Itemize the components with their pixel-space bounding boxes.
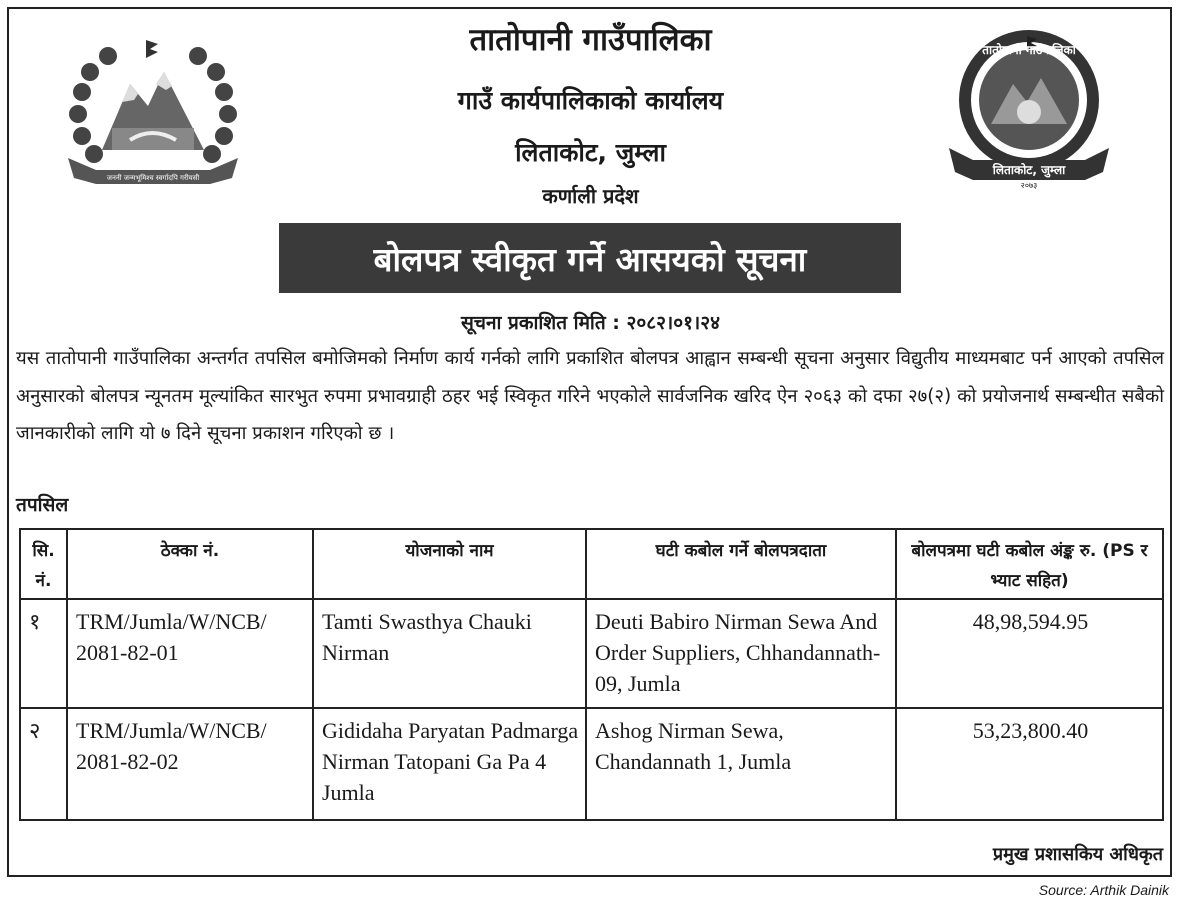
office-name: तातोपानी गाउँपालिका bbox=[469, 22, 712, 58]
cell-bidder: Deuti Babiro Nirman Sewa And Order Suppliers, Chhandannath- 09, Jumla bbox=[586, 599, 896, 708]
notice-title: बोलपत्र स्वीकृत गर्ने आसयको सूचना bbox=[373, 239, 807, 279]
col-header-bidder: घटी कबोल गर्ने बोलपत्रदाता bbox=[586, 529, 896, 599]
table-header-row bbox=[20, 529, 1163, 599]
signatory-title: प्रमुख प्रशासकिय अधिकृत bbox=[992, 844, 1163, 865]
cell-contract-no: TRM/Jumla/W/NCB/ 2081-82-02 bbox=[67, 708, 313, 820]
published-date: सूचना प्रकाशित मिति : २०८२।०१।२४ bbox=[461, 312, 720, 334]
col-header-sn: सि. नं. bbox=[20, 529, 67, 599]
source-credit: Source: Arthik Dainik bbox=[1038, 882, 1169, 898]
table-row bbox=[20, 708, 1163, 820]
col-header-contract-no: ठेक्का नं. bbox=[67, 529, 313, 599]
cell-project-name: Tamti Swasthya Chauki Nirman bbox=[313, 599, 586, 708]
emblem-right-ring-text: तातोपानी गाउँपालिका bbox=[982, 43, 1076, 57]
schedule-label: तपसिल bbox=[16, 494, 69, 516]
col-header-project-name: योजनाको नाम bbox=[313, 529, 586, 599]
notice-title-banner bbox=[279, 223, 901, 293]
cell-sn: १ bbox=[20, 599, 67, 708]
province-name: कर्णाली प्रदेश bbox=[542, 184, 639, 208]
emblem-left-motto: जननी जन्मभूमिश्च स्वर्गादपि गरीयसी bbox=[106, 174, 200, 182]
cell-amount: 53,23,800.40 bbox=[896, 708, 1163, 820]
bid-schedule-table bbox=[19, 528, 1164, 821]
office-subtitle: गाउँ कार्यपालिकाको कार्यालय bbox=[457, 86, 724, 115]
cell-contract-no: TRM/Jumla/W/NCB/ 2081-82-01 bbox=[67, 599, 313, 708]
table-row bbox=[20, 599, 1163, 708]
office-location: लिताकोट, जुम्ला bbox=[515, 138, 666, 167]
emblem-right-year: २०७३ bbox=[1020, 181, 1038, 190]
col-header-amount: बोलपत्रमा घटी कबोल अंङ्क रु. (PS र भ्याट सहित) bbox=[896, 529, 1163, 599]
cell-bidder: Ashog Nirman Sewa, Chandannath 1, Jumla bbox=[586, 708, 896, 820]
notice-body: यस तातोपानी गाउँपालिका अन्तर्गत तपसिल बमोजिमको निर्माण कार्य गर्नको लागि प्रकाशित बोलपत्र आह्वान सम्बन्धी सूचना अनुसार विद्युतीय माध्यमबाट पर्न आएको तपसिल अनुसारको बोलपत्र न्यूनतम मूल्यांकित सारभुत रुपमा प्रभावग्राही ठहर भई स्विकृत गरिने भएकोले सार्वजनिक खरिद ऐन २०६३ को दफा २७(२) को प्रयोजनार्थ सम्बन्धीत सबैको जानकारीको लागि यो ७ दिने सूचना प्रकाशन गरिएको छ । bbox=[16, 348, 1164, 444]
cell-sn: २ bbox=[20, 708, 67, 820]
cell-project-name: Gididaha Paryatan Padmarga Nirman Tatopani Ga Pa 4 Jumla bbox=[313, 708, 586, 820]
emblem-right-bottom-text: लिताकोट, जुम्ला bbox=[992, 163, 1066, 177]
cell-amount: 48,98,594.95 bbox=[896, 599, 1163, 708]
